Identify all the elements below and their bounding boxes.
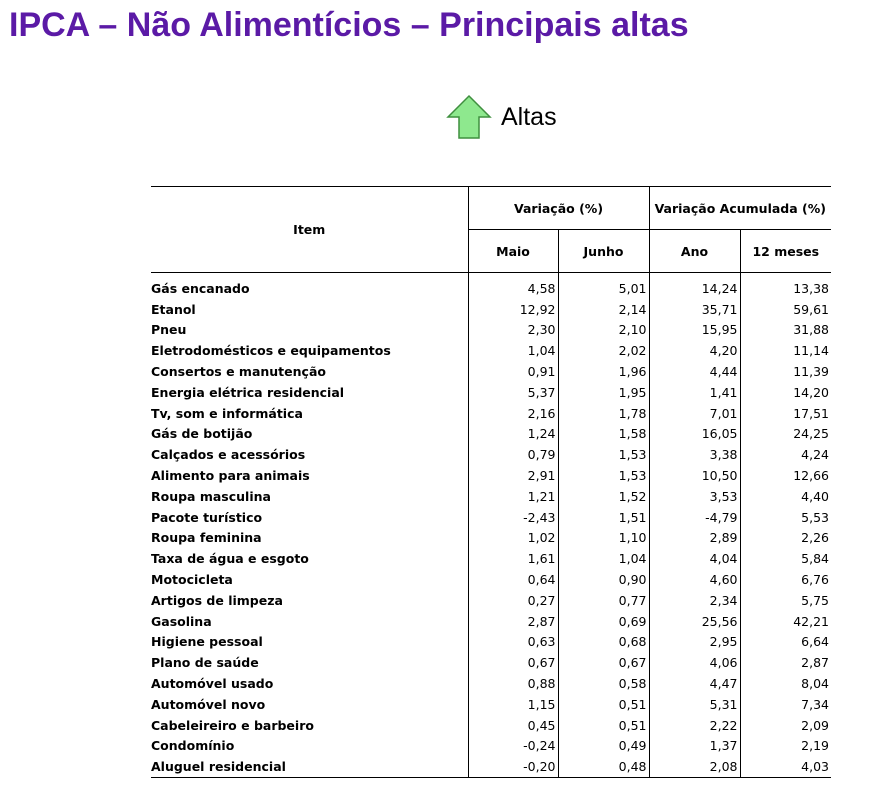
table-row — [151, 673, 831, 694]
row-12-meses-value: 17,51 — [740, 403, 831, 424]
row-maio-value: 2,30 — [468, 320, 558, 341]
table-row — [151, 736, 831, 757]
table-row — [151, 465, 831, 486]
row-junho-value: 0,68 — [558, 632, 649, 653]
row-12-meses-value: 24,25 — [740, 424, 831, 445]
row-junho-value: 0,90 — [558, 569, 649, 590]
up-arrow-icon — [446, 94, 492, 140]
row-junho-value: 1,04 — [558, 548, 649, 569]
row-junho-value: 1,78 — [558, 403, 649, 424]
table-row — [151, 652, 831, 673]
row-maio-value: 1,24 — [468, 424, 558, 445]
row-junho-value: 1,52 — [558, 486, 649, 507]
row-maio-value: 1,04 — [468, 340, 558, 361]
row-item-name: Taxa de água e esgoto — [151, 551, 309, 567]
row-item-name: Roupa masculina — [151, 488, 271, 504]
row-12-meses-value: 2,87 — [740, 652, 831, 673]
header-maio: Maio — [468, 230, 558, 273]
table-row — [151, 548, 831, 569]
row-ano-value: 2,89 — [649, 528, 740, 549]
row-junho-value: 0,77 — [558, 590, 649, 611]
table-row — [151, 403, 831, 424]
row-12-meses-value: 12,66 — [740, 465, 831, 486]
row-item-name: Gás encanado — [151, 280, 250, 296]
row-ano-value: 3,38 — [649, 444, 740, 465]
row-junho-value: 2,02 — [558, 340, 649, 361]
header-ano: Ano — [649, 230, 740, 273]
row-junho-value: 0,49 — [558, 736, 649, 757]
table-row — [151, 382, 831, 403]
row-ano-value: 4,20 — [649, 340, 740, 361]
row-junho-value: 0,51 — [558, 715, 649, 736]
row-ano-value: 4,60 — [649, 569, 740, 590]
row-maio-value: 0,88 — [468, 673, 558, 694]
row-ano-value: 2,08 — [649, 756, 740, 777]
row-maio-value: 0,27 — [468, 590, 558, 611]
row-junho-value: 2,14 — [558, 299, 649, 320]
table-body — [151, 273, 831, 778]
row-maio-value: 2,87 — [468, 611, 558, 632]
row-12-meses-value: 4,24 — [740, 444, 831, 465]
row-item-name: Cabeleireiro e barbeiro — [151, 717, 314, 733]
row-ano-value: 35,71 — [649, 299, 740, 320]
header-junho: Junho — [558, 230, 649, 273]
row-item-name: Gasolina — [151, 613, 212, 629]
row-maio-value: 1,61 — [468, 548, 558, 569]
row-junho-value: 1,95 — [558, 382, 649, 403]
row-ano-value: 1,37 — [649, 736, 740, 757]
row-12-meses-value: 59,61 — [740, 299, 831, 320]
row-12-meses-value: 4,03 — [740, 756, 831, 777]
row-maio-value: 0,64 — [468, 569, 558, 590]
table-row — [151, 424, 831, 445]
row-12-meses-value: 4,40 — [740, 486, 831, 507]
row-item-name: Gás de botijão — [151, 426, 253, 442]
table-row — [151, 320, 831, 341]
table-row — [151, 444, 831, 465]
row-12-meses-value: 7,34 — [740, 694, 831, 715]
row-12-meses-value: 31,88 — [740, 320, 831, 341]
row-item-name: Artigos de limpeza — [151, 592, 283, 608]
row-maio-value: -0,24 — [468, 736, 558, 757]
row-item-name: Etanol — [151, 301, 196, 317]
row-ano-value: 25,56 — [649, 611, 740, 632]
header-variacao: Variação (%) — [468, 187, 649, 230]
header-item: Item — [151, 187, 468, 273]
row-ano-value: 14,24 — [649, 273, 740, 299]
row-12-meses-value: 2,09 — [740, 715, 831, 736]
row-junho-value: 0,69 — [558, 611, 649, 632]
table-header — [151, 187, 831, 273]
row-item-name: Tv, som e informática — [151, 405, 303, 421]
row-maio-value: 0,91 — [468, 361, 558, 382]
table-row — [151, 611, 831, 632]
row-item-name: Alimento para animais — [151, 468, 310, 484]
header-12-meses: 12 meses — [740, 230, 831, 273]
row-maio-value: 0,45 — [468, 715, 558, 736]
row-item-name: Plano de saúde — [151, 655, 259, 671]
row-maio-value: 0,63 — [468, 632, 558, 653]
legend — [446, 94, 557, 140]
row-junho-value: 5,01 — [558, 273, 649, 299]
row-junho-value: 1,96 — [558, 361, 649, 382]
row-12-meses-value: 5,75 — [740, 590, 831, 611]
row-item-name: Eletrodomésticos e equipamentos — [151, 343, 391, 359]
row-item-name: Calçados e acessórios — [151, 447, 306, 463]
row-12-meses-value: 5,84 — [740, 548, 831, 569]
table-row — [151, 694, 831, 715]
row-junho-value: 0,48 — [558, 756, 649, 777]
table-row — [151, 486, 831, 507]
row-12-meses-value: 11,14 — [740, 340, 831, 361]
row-maio-value: 4,58 — [468, 273, 558, 299]
row-maio-value: 1,21 — [468, 486, 558, 507]
row-ano-value: 7,01 — [649, 403, 740, 424]
row-item-name: Automóvel novo — [151, 696, 266, 712]
legend-label: Altas — [501, 102, 557, 131]
row-ano-value: 3,53 — [649, 486, 740, 507]
row-12-meses-value: 5,53 — [740, 507, 831, 528]
row-12-meses-value: 2,19 — [740, 736, 831, 757]
row-12-meses-value: 11,39 — [740, 361, 831, 382]
table-row — [151, 273, 831, 299]
row-maio-value: 0,67 — [468, 652, 558, 673]
page-title: IPCA – Não Alimentícios – Principais altas — [9, 6, 689, 44]
row-maio-value: 5,37 — [468, 382, 558, 403]
table-row — [151, 528, 831, 549]
row-maio-value: 12,92 — [468, 299, 558, 320]
row-ano-value: 10,50 — [649, 465, 740, 486]
row-junho-value: 0,51 — [558, 694, 649, 715]
row-12-meses-value: 8,04 — [740, 673, 831, 694]
data-table — [151, 186, 831, 778]
row-item-name: Roupa feminina — [151, 530, 262, 546]
table-row — [151, 569, 831, 590]
row-junho-value: 1,10 — [558, 528, 649, 549]
row-ano-value: 4,06 — [649, 652, 740, 673]
table-row — [151, 507, 831, 528]
table-row — [151, 756, 831, 777]
row-item-name: Aluguel residencial — [151, 756, 468, 777]
row-item-name: Consertos e manutenção — [151, 364, 326, 380]
table-row — [151, 715, 831, 736]
row-junho-value: 1,58 — [558, 424, 649, 445]
row-12-meses-value: 42,21 — [740, 611, 831, 632]
row-12-meses-value: 13,38 — [740, 273, 831, 299]
row-12-meses-value: 6,76 — [740, 569, 831, 590]
row-junho-value: 1,53 — [558, 465, 649, 486]
row-junho-value: 1,51 — [558, 507, 649, 528]
row-ano-value: 2,95 — [649, 632, 740, 653]
row-ano-value: 16,05 — [649, 424, 740, 445]
table-row — [151, 361, 831, 382]
row-ano-value: 4,04 — [649, 548, 740, 569]
row-ano-value: 4,47 — [649, 673, 740, 694]
row-12-meses-value: 2,26 — [740, 528, 831, 549]
row-maio-value: 1,15 — [468, 694, 558, 715]
row-maio-value: -0,20 — [468, 756, 558, 777]
row-ano-value: 2,22 — [649, 715, 740, 736]
row-item-name: Energia elétrica residencial — [151, 384, 345, 400]
row-maio-value: 0,79 — [468, 444, 558, 465]
row-item-name: Higiene pessoal — [151, 634, 263, 650]
table-row — [151, 340, 831, 361]
row-maio-value: -2,43 — [468, 507, 558, 528]
row-junho-value: 0,67 — [558, 652, 649, 673]
table-row — [151, 632, 831, 653]
row-maio-value: 1,02 — [468, 528, 558, 549]
row-ano-value: -4,79 — [649, 507, 740, 528]
row-maio-value: 2,91 — [468, 465, 558, 486]
row-ano-value: 15,95 — [649, 320, 740, 341]
table-row — [151, 299, 831, 320]
table-row — [151, 590, 831, 611]
row-ano-value: 2,34 — [649, 590, 740, 611]
row-12-meses-value: 14,20 — [740, 382, 831, 403]
row-item-name: Pacote turístico — [151, 509, 263, 525]
row-ano-value: 1,41 — [649, 382, 740, 403]
row-item-name: Condomínio — [151, 738, 235, 754]
row-ano-value: 4,44 — [649, 361, 740, 382]
row-item-name: Motocicleta — [151, 572, 233, 588]
row-maio-value: 2,16 — [468, 403, 558, 424]
row-junho-value: 2,10 — [558, 320, 649, 341]
row-item-name: Pneu — [151, 322, 187, 338]
row-item-name: Automóvel usado — [151, 676, 274, 692]
row-12-meses-value: 6,64 — [740, 632, 831, 653]
header-variacao-acumulada: Variação Acumulada (%) — [649, 187, 831, 230]
row-junho-value: 1,53 — [558, 444, 649, 465]
row-junho-value: 0,58 — [558, 673, 649, 694]
row-ano-value: 5,31 — [649, 694, 740, 715]
